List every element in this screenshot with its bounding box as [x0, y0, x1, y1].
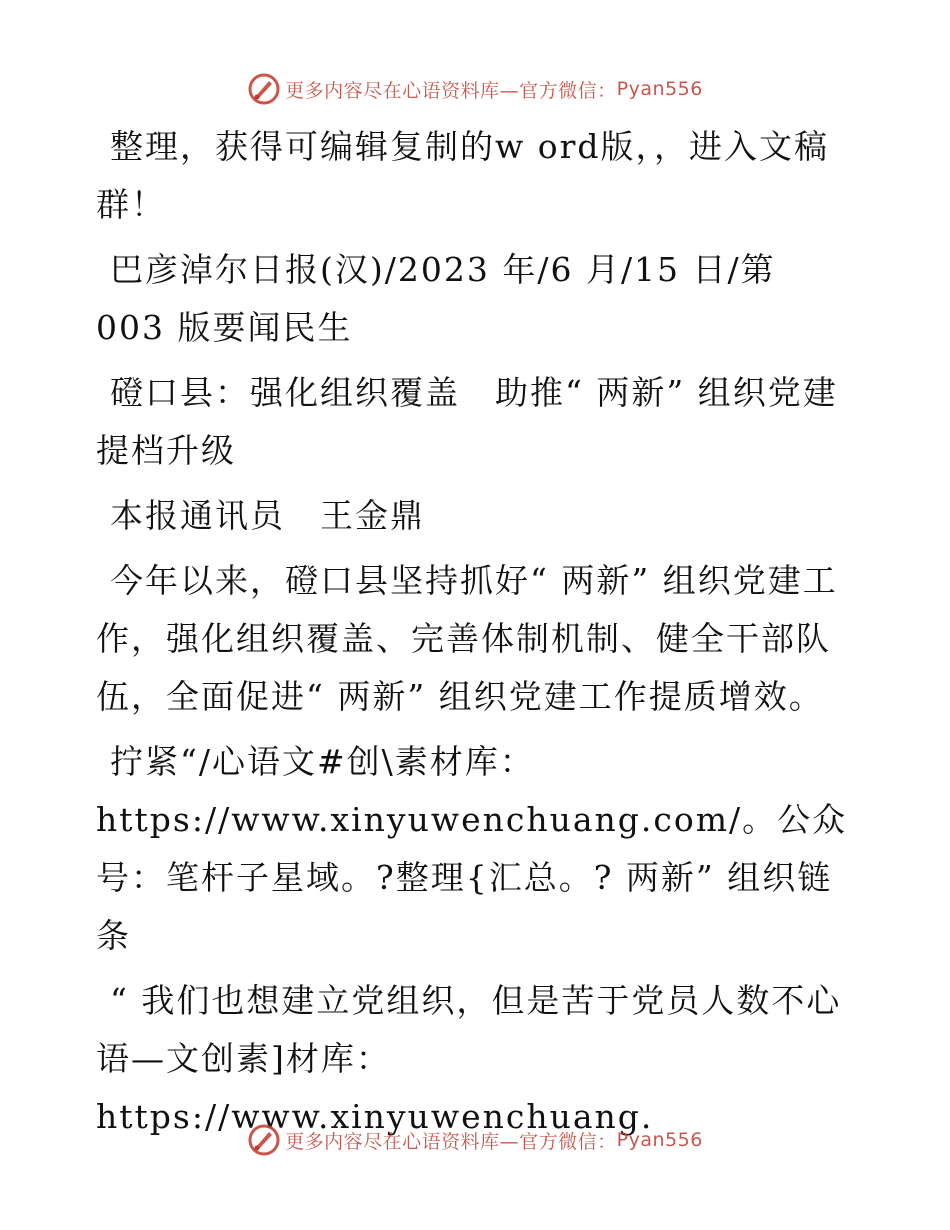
- watermark-banner-bottom: [0, 1123, 950, 1157]
- paragraph-intro: 整理，获得可编辑复制的w ord版，，进入文稿群！: [96, 127, 830, 224]
- paragraph-lead: 今年以来，磴口县坚持抓好“ 两新” 组织党建工作，强化组织覆盖、完善体制机制、健全干部队伍，全面促进“ 两新” 组织党建工作提质增效。: [96, 561, 838, 716]
- watermark-wechat-id: Pyan556: [616, 1129, 703, 1151]
- watermark-wechat-id: Pyan556: [616, 78, 703, 100]
- brush-logo-icon: [247, 1123, 281, 1157]
- article-byline: 本报通讯员 王金鼎: [110, 496, 425, 535]
- paragraph-section: 拧紧“/心语文#创\素材库：https://www.xinyuwenchuang.com/。公众号：笔杆子星域。?整理{汇总。? 两新” 组织链条: [96, 742, 848, 955]
- watermark-banner-top: [0, 72, 950, 106]
- paragraph-source: 巴彦淖尔日报(汉)/2023 年/6 月/15 日/第 003 版要闻民生: [96, 250, 776, 347]
- article-title: 磴口县：强化组织覆盖 助推“ 两新” 组织党建提档升级: [96, 373, 838, 470]
- document-body: [96, 118, 856, 1146]
- watermark-text: 更多内容尽在心语资料库—官方微信：: [285, 79, 617, 102]
- brush-logo-icon: [247, 72, 281, 106]
- watermark-text: 更多内容尽在心语资料库—官方微信：: [285, 1130, 617, 1153]
- paragraph-quote: “ 我们也想建立党组织，但是苦于党员人数不心语—文创素]材库：https://www.xinyuwenchuang.: [96, 981, 842, 1136]
